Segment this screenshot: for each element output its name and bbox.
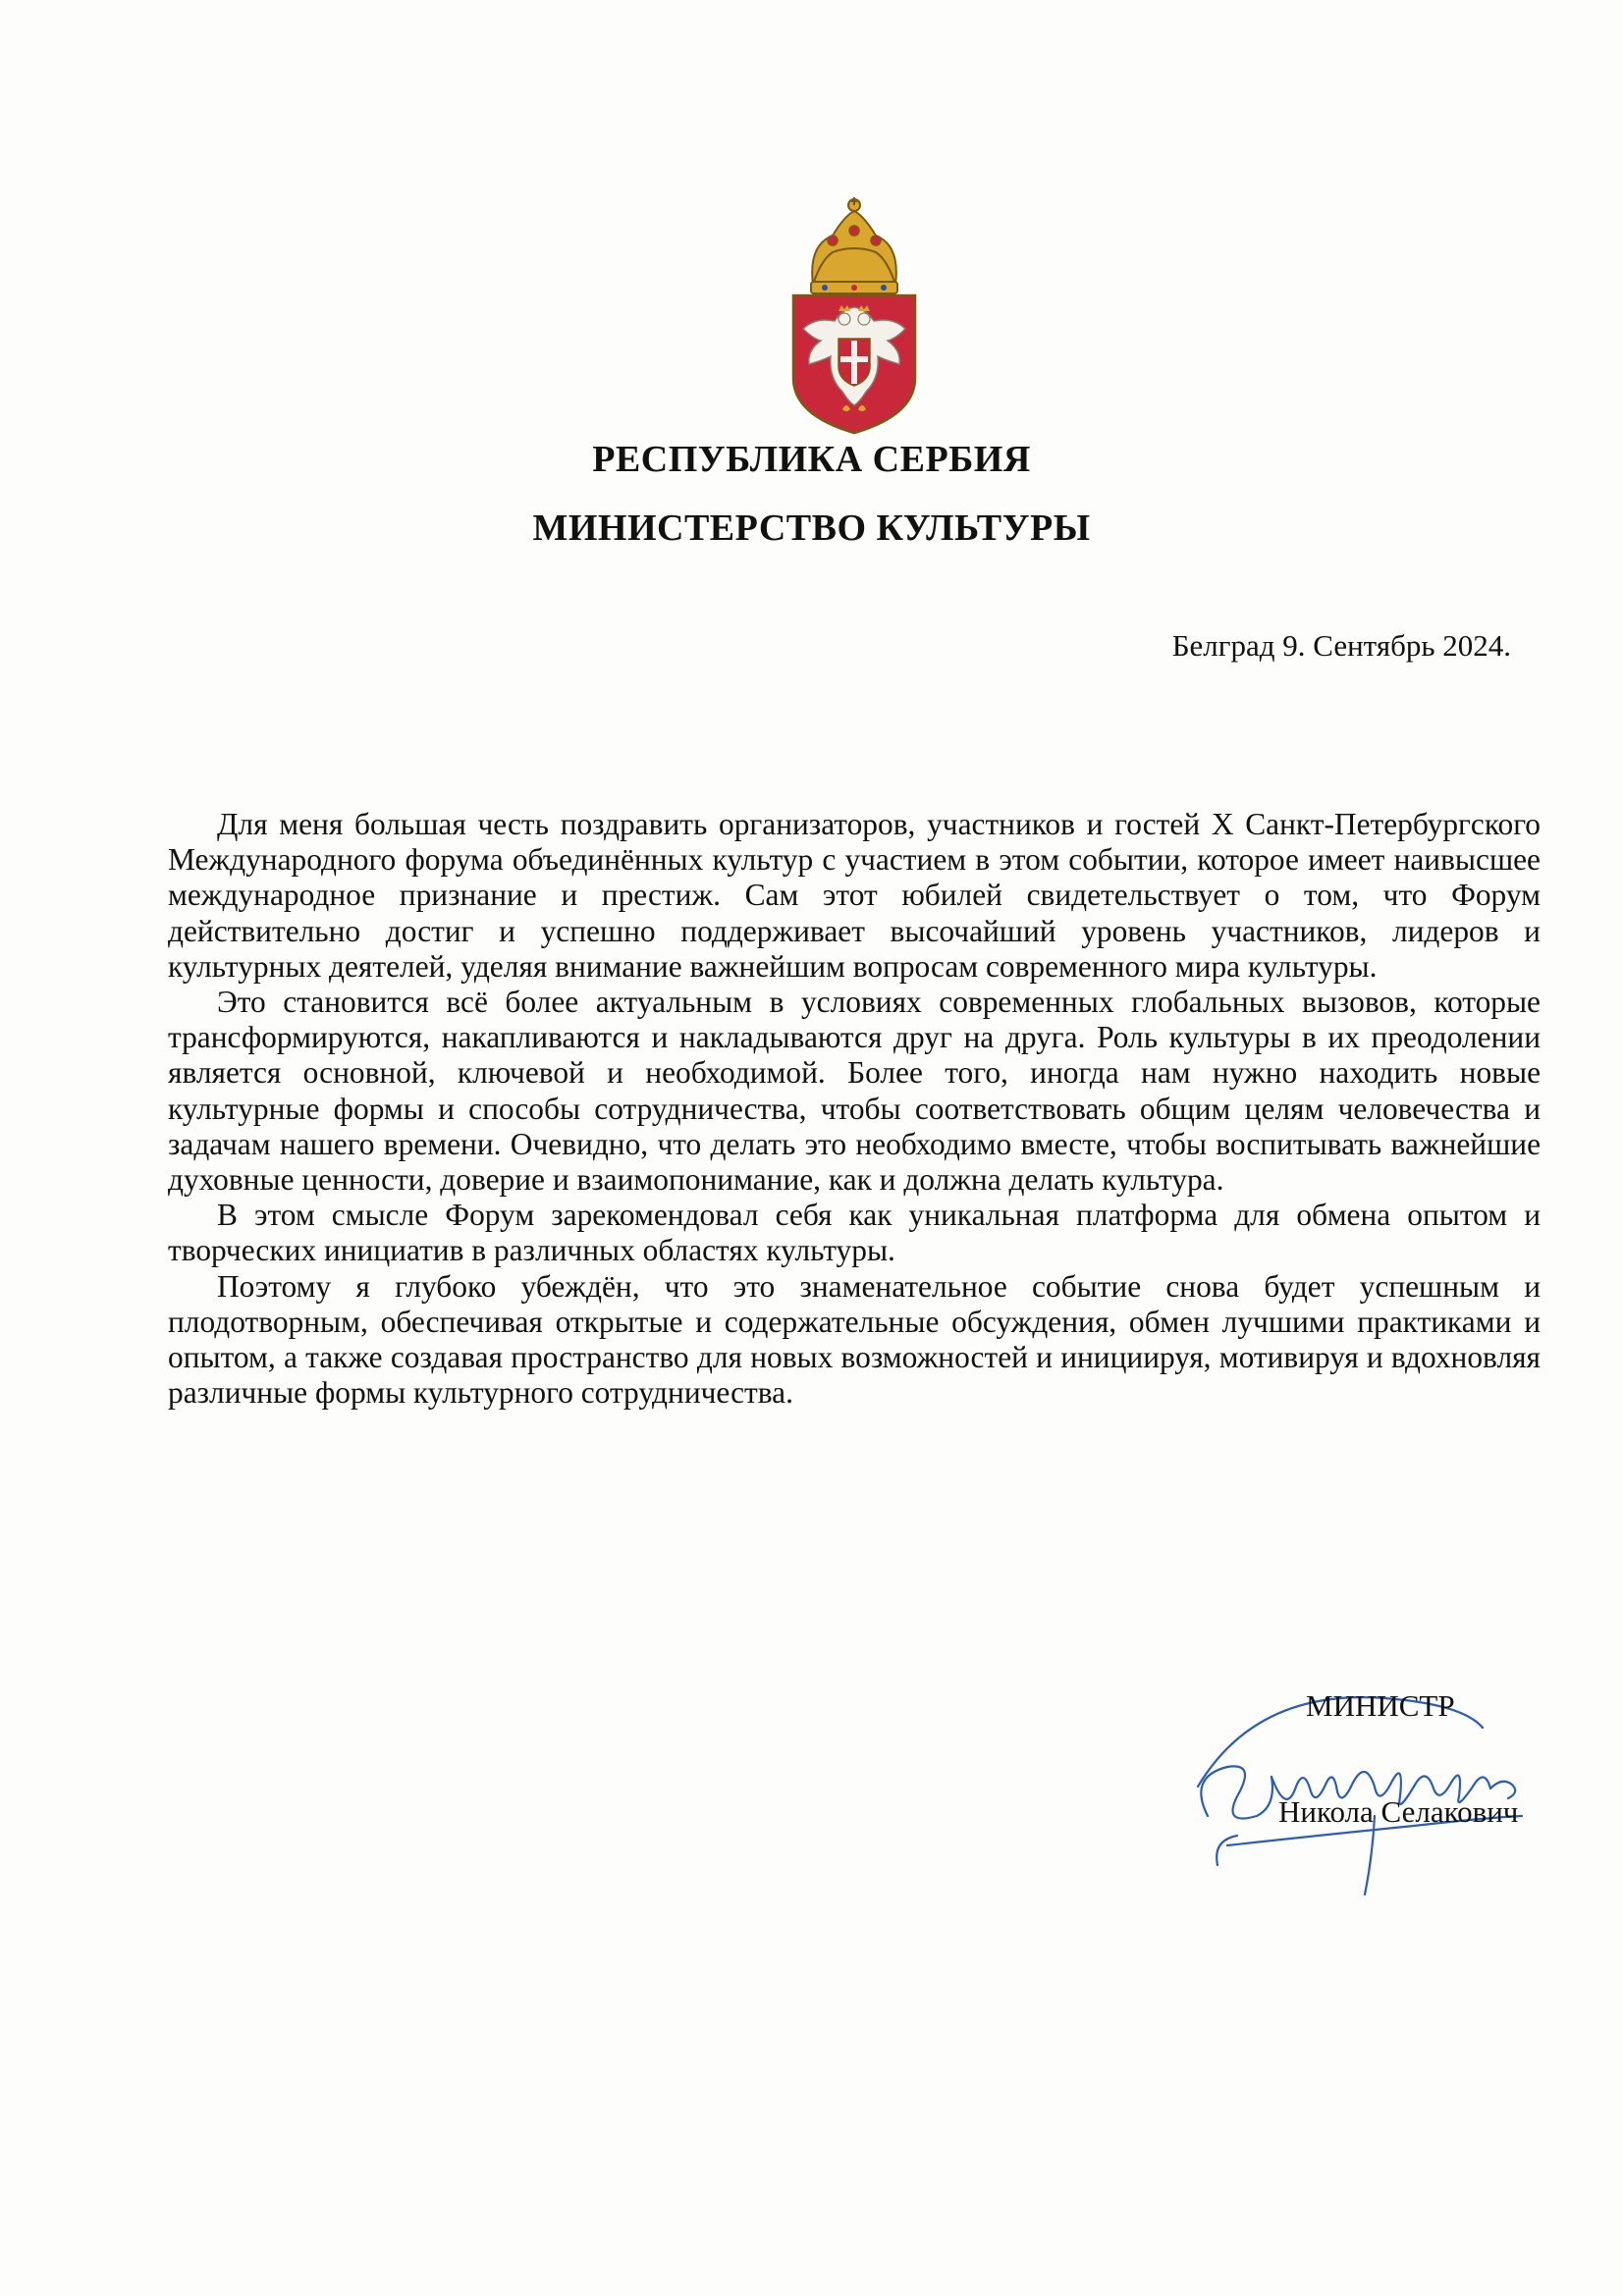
paragraph: Это становится всё более актуальным в условиях современных глобальных вызовов, которые трансформируются, накапливаются и накладываются друг на друга. Роль культуры в их преодолении является основной, ключевой и необходимой. Более того, иногда нам нужно находить новые культурные формы и способы сотрудничества, чтобы соответствовать общим целям человечества и задачам нашего времени. Очевидно, что делать это необходимо вместе, чтобы воспитывать важнейшие духовные ценности, доверие и взаимопонимание, как и должна делать культура. [168,985,1541,1198]
signatory-title: МИНИСТР [1306,1688,1455,1723]
paragraph: Для меня большая честь поздравить организаторов, участников и гостей X Санкт-Петербургского Международного форума объединённых культур с участием в этом событии, которое имеет наивысшее международное признание и престиж. Сам этот юбилей свидетельствует о том, что Форум действительно достиг и успешно поддерживает высочайший уровень участников, лидеров и культурных деятелей, уделяя внимание важнейшим вопросам современного мира культуры. [168,807,1541,984]
shield-icon [793,295,915,433]
page-title-ministry: МИНИСТЕРСТВО КУЛЬТУРЫ [532,507,1091,549]
paragraph: Поэтому я глубоко убеждён, что это знаменательное событие снова будет успешным и плодотворным, обеспечивая открытые и содержательные обсуждения, обмен лучшими практиками и опытом, а также создавая пространство для новых возможностей и инициируя, мотивируя и вдохновляя различные формы культурного сотрудничества. [168,1268,1541,1411]
coat-of-arms-emblem [774,191,935,437]
letter-body [168,807,1541,1411]
signature-block [1168,1669,1561,1904]
paragraph: В этом смысле Форум зарекомендовал себя как уникальная платформа для обмена опытом и творческих инициатив в различных областях культуры. [168,1198,1541,1268]
signatory-name: Никола Селакович [1278,1794,1519,1829]
date-line: Белград 9. Сентябрь 2024. [1171,628,1511,663]
page-title-country: РЕСПУБЛИКА СЕРБИЯ [592,439,1031,480]
crown-icon [811,197,897,294]
